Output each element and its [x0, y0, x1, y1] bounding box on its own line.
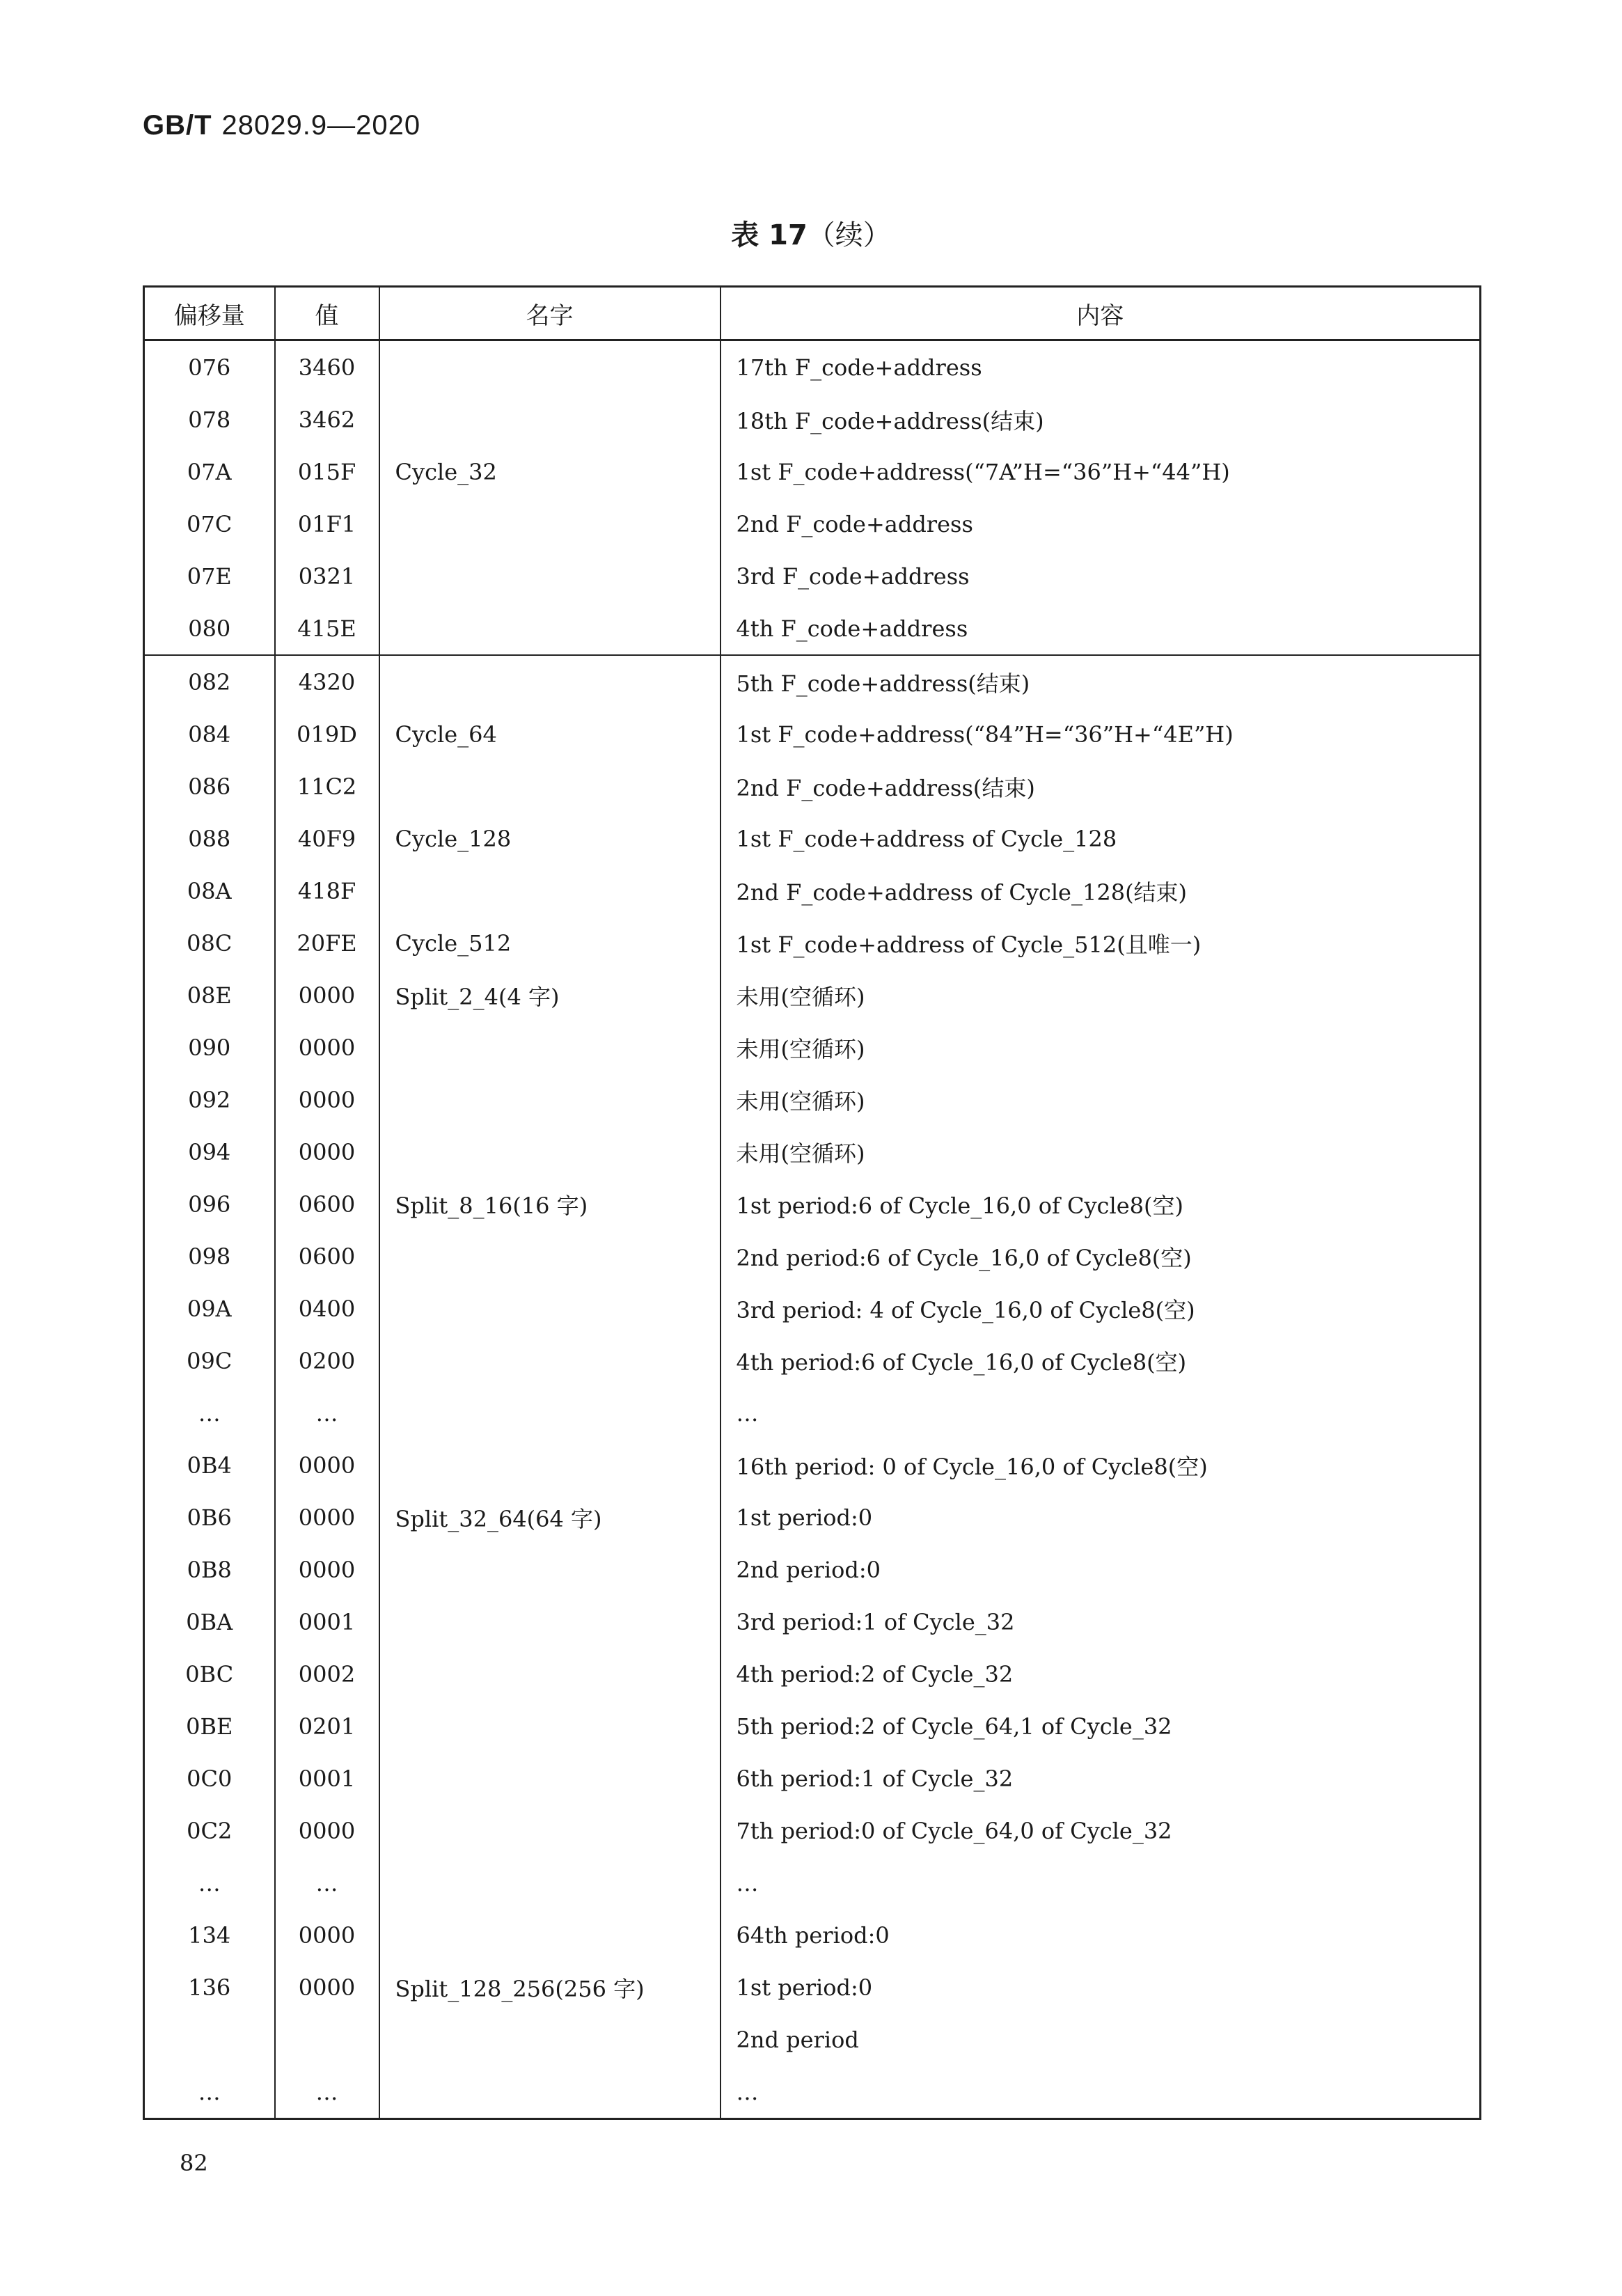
- table-row: [144, 1752, 1481, 1804]
- table-row: [144, 1387, 1481, 1439]
- cell-offset: [144, 2013, 275, 2066]
- table-row: [144, 812, 1481, 865]
- cell-value: 0600: [275, 1178, 379, 1230]
- cell-offset: 08E: [144, 969, 275, 1021]
- cell-value: 0000: [275, 1804, 379, 1857]
- cell-name: [379, 602, 721, 655]
- cell-value: 0000: [275, 1491, 379, 1543]
- cell-name: [379, 1439, 721, 1491]
- cell-offset: 092: [144, 1074, 275, 1126]
- table-row: [144, 602, 1481, 655]
- cell-value: 0001: [275, 1752, 379, 1804]
- cell-content: 1st F_code+address(“7A”H=“36”H+“44”H): [721, 446, 1481, 498]
- cell-name: Cycle_32: [379, 446, 721, 498]
- cell-name: [379, 1543, 721, 1596]
- cell-content: 7th period:0 of Cycle_64,0 of Cycle_32: [721, 1804, 1481, 1857]
- cell-content: 2nd F_code+address: [721, 498, 1481, 550]
- cell-value: 0000: [275, 1543, 379, 1596]
- cell-value: 3462: [275, 393, 379, 446]
- cell-name: [379, 1857, 721, 1909]
- cell-value: 0000: [275, 1074, 379, 1126]
- cell-offset: 07E: [144, 550, 275, 602]
- table-row: [144, 2066, 1481, 2119]
- cell-content: 6th period:1 of Cycle_32: [721, 1752, 1481, 1804]
- cell-offset: 0B4: [144, 1439, 275, 1491]
- cell-name: [379, 2066, 721, 2119]
- table-row: [144, 1543, 1481, 1596]
- cell-offset: 0BA: [144, 1596, 275, 1648]
- cell-name: [379, 655, 721, 708]
- table-title-label: 表 17: [731, 219, 808, 251]
- table-row: [144, 760, 1481, 812]
- cell-content: 17th F_code+address: [721, 340, 1481, 394]
- table-row: [144, 969, 1481, 1021]
- cell-value: 015F: [275, 446, 379, 498]
- cell-value: 01F1: [275, 498, 379, 550]
- cell-content: 1st F_code+address of Cycle_128: [721, 812, 1481, 865]
- cell-offset: 0BE: [144, 1700, 275, 1752]
- cell-value: 0001: [275, 1596, 379, 1648]
- cell-content: 4th period:2 of Cycle_32: [721, 1648, 1481, 1700]
- cell-name: [379, 1752, 721, 1804]
- table-row: [144, 1021, 1481, 1074]
- column-header-content: 内容: [721, 287, 1481, 340]
- cell-name: Cycle_64: [379, 708, 721, 760]
- cell-value: 3460: [275, 340, 379, 394]
- cell-name: [379, 340, 721, 394]
- cell-offset: 084: [144, 708, 275, 760]
- cell-content: 未用(空循环): [721, 1126, 1481, 1178]
- column-header-value: 值: [275, 287, 379, 340]
- cell-name: [379, 1648, 721, 1700]
- cell-name: [379, 393, 721, 446]
- cell-value: 0201: [275, 1700, 379, 1752]
- cell-content: 未用(空循环): [721, 969, 1481, 1021]
- cell-content: 4th period:6 of Cycle_16,0 of Cycle8(空): [721, 1335, 1481, 1387]
- cell-name: Split_128_256(256 字): [379, 1961, 721, 2013]
- table-title: [0, 213, 1622, 253]
- cell-name: [379, 1596, 721, 1648]
- cell-name: [379, 2013, 721, 2066]
- cell-offset: 0B6: [144, 1491, 275, 1543]
- table-row: [144, 1700, 1481, 1752]
- table-row: [144, 340, 1481, 394]
- cell-offset: 0C0: [144, 1752, 275, 1804]
- column-header-offset: 偏移量: [144, 287, 275, 340]
- cell-offset: 08C: [144, 917, 275, 969]
- table-row: [144, 1491, 1481, 1543]
- cell-value: [275, 2013, 379, 2066]
- cell-name: [379, 498, 721, 550]
- cell-content: 2nd period: [721, 2013, 1481, 2066]
- cell-value: …: [275, 2066, 379, 2119]
- table-row: [144, 446, 1481, 498]
- cell-name: [379, 1804, 721, 1857]
- table-row: [144, 1804, 1481, 1857]
- cell-name: [379, 1126, 721, 1178]
- standard-number: 28029.9—2020: [221, 110, 421, 141]
- cell-offset: 076: [144, 340, 275, 394]
- cell-content: 3rd period:1 of Cycle_32: [721, 1596, 1481, 1648]
- cell-content: 2nd F_code+address of Cycle_128(结束): [721, 865, 1481, 917]
- table-row: [144, 1439, 1481, 1491]
- cell-value: 0000: [275, 1961, 379, 2013]
- cell-content: 3rd period: 4 of Cycle_16,0 of Cycle8(空): [721, 1282, 1481, 1335]
- cell-value: 4320: [275, 655, 379, 708]
- cell-name: Split_8_16(16 字): [379, 1178, 721, 1230]
- cell-offset: 086: [144, 760, 275, 812]
- cell-value: 0000: [275, 1439, 379, 1491]
- table-row: [144, 1126, 1481, 1178]
- cell-name: Cycle_512: [379, 917, 721, 969]
- table-row: [144, 708, 1481, 760]
- cell-value: …: [275, 1387, 379, 1439]
- cell-value: 0400: [275, 1282, 379, 1335]
- cell-offset: 082: [144, 655, 275, 708]
- cell-name: [379, 1230, 721, 1282]
- table-body: [144, 340, 1481, 2119]
- cell-content: 未用(空循环): [721, 1074, 1481, 1126]
- table-row: [144, 1909, 1481, 1961]
- cell-name: [379, 1074, 721, 1126]
- cell-content: 1st period:0: [721, 1491, 1481, 1543]
- cell-content: 64th period:0: [721, 1909, 1481, 1961]
- cell-name: [379, 760, 721, 812]
- cell-offset: 078: [144, 393, 275, 446]
- cell-content: …: [721, 1387, 1481, 1439]
- cell-value: 0000: [275, 1126, 379, 1178]
- table-row: [144, 917, 1481, 969]
- cell-content: 5th period:2 of Cycle_64,1 of Cycle_32: [721, 1700, 1481, 1752]
- cell-value: 0600: [275, 1230, 379, 1282]
- cell-value: 0000: [275, 1021, 379, 1074]
- cell-name: [379, 1282, 721, 1335]
- cell-value: 0000: [275, 1909, 379, 1961]
- cell-offset: 07C: [144, 498, 275, 550]
- cell-content: 2nd period:0: [721, 1543, 1481, 1596]
- cell-offset: 0B8: [144, 1543, 275, 1596]
- cell-name: Split_2_4(4 字): [379, 969, 721, 1021]
- cell-value: 11C2: [275, 760, 379, 812]
- table-row: [144, 1074, 1481, 1126]
- table-row: [144, 1178, 1481, 1230]
- table-row: [144, 550, 1481, 602]
- cell-offset: 134: [144, 1909, 275, 1961]
- standard-prefix: GB/T: [143, 110, 212, 141]
- cell-value: …: [275, 1857, 379, 1909]
- register-table: [143, 285, 1481, 2120]
- cell-content: 1st period:0: [721, 1961, 1481, 2013]
- table-row: [144, 393, 1481, 446]
- table-row: [144, 1857, 1481, 1909]
- cell-value: 0321: [275, 550, 379, 602]
- cell-offset: …: [144, 1857, 275, 1909]
- cell-content: 1st F_code+address of Cycle_512(且唯一): [721, 917, 1481, 969]
- cell-name: [379, 1021, 721, 1074]
- cell-content: 16th period: 0 of Cycle_16,0 of Cycle8(空): [721, 1439, 1481, 1491]
- cell-name: [379, 865, 721, 917]
- table-row: [144, 655, 1481, 708]
- table-row: [144, 498, 1481, 550]
- table-row: [144, 1230, 1481, 1282]
- table-row: [144, 1282, 1481, 1335]
- cell-content: 5th F_code+address(结束): [721, 655, 1481, 708]
- cell-value: 0200: [275, 1335, 379, 1387]
- column-header-name: 名字: [379, 287, 721, 340]
- table-row: [144, 2013, 1481, 2066]
- cell-value: 0000: [275, 969, 379, 1021]
- cell-offset: 08A: [144, 865, 275, 917]
- cell-name: [379, 1700, 721, 1752]
- cell-value: 019D: [275, 708, 379, 760]
- table-header-row: [144, 287, 1481, 340]
- table-row: [144, 865, 1481, 917]
- cell-name: [379, 1335, 721, 1387]
- cell-offset: …: [144, 1387, 275, 1439]
- table-row: [144, 1335, 1481, 1387]
- cell-content: 4th F_code+address: [721, 602, 1481, 655]
- cell-offset: 080: [144, 602, 275, 655]
- cell-offset: 09A: [144, 1282, 275, 1335]
- cell-name: [379, 550, 721, 602]
- page-number: 82: [180, 2150, 208, 2176]
- table-row: [144, 1961, 1481, 2013]
- cell-value: 20FE: [275, 917, 379, 969]
- cell-content: 2nd F_code+address(结束): [721, 760, 1481, 812]
- document-header: [143, 110, 420, 141]
- cell-value: 40F9: [275, 812, 379, 865]
- cell-name: [379, 1909, 721, 1961]
- cell-content: 3rd F_code+address: [721, 550, 1481, 602]
- table-row: [144, 1596, 1481, 1648]
- cell-content: …: [721, 1857, 1481, 1909]
- cell-offset: 090: [144, 1021, 275, 1074]
- cell-name: [379, 1387, 721, 1439]
- cell-content: 18th F_code+address(结束): [721, 393, 1481, 446]
- cell-content: …: [721, 2066, 1481, 2119]
- cell-offset: 094: [144, 1126, 275, 1178]
- cell-value: 418F: [275, 865, 379, 917]
- cell-offset: 098: [144, 1230, 275, 1282]
- table-title-suffix: （续）: [807, 219, 891, 251]
- cell-offset: 136: [144, 1961, 275, 2013]
- cell-offset: 09C: [144, 1335, 275, 1387]
- cell-content: 未用(空循环): [721, 1021, 1481, 1074]
- cell-content: 1st period:6 of Cycle_16,0 of Cycle8(空): [721, 1178, 1481, 1230]
- cell-offset: 088: [144, 812, 275, 865]
- cell-content: 2nd period:6 of Cycle_16,0 of Cycle8(空): [721, 1230, 1481, 1282]
- table-row: [144, 1648, 1481, 1700]
- cell-value: 415E: [275, 602, 379, 655]
- cell-content: 1st F_code+address(“84”H=“36”H+“4E”H): [721, 708, 1481, 760]
- cell-name: Split_32_64(64 字): [379, 1491, 721, 1543]
- cell-offset: …: [144, 2066, 275, 2119]
- cell-value: 0002: [275, 1648, 379, 1700]
- cell-offset: 07A: [144, 446, 275, 498]
- cell-offset: 0C2: [144, 1804, 275, 1857]
- cell-name: Cycle_128: [379, 812, 721, 865]
- cell-offset: 096: [144, 1178, 275, 1230]
- cell-offset: 0BC: [144, 1648, 275, 1700]
